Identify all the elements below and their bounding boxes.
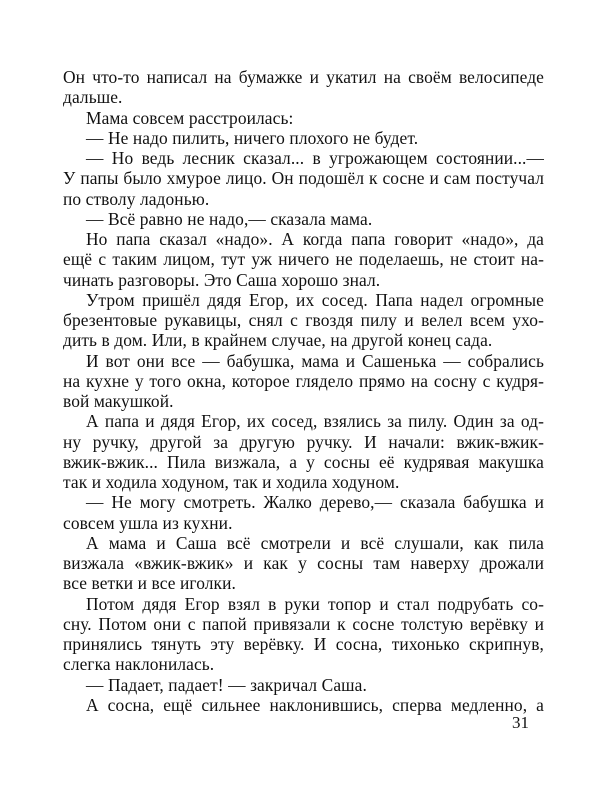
text-line: дальше. <box>63 87 123 108</box>
text-line: — Всё равно не надо,— сказала мама. <box>86 208 373 229</box>
text-line: Но папа сказал «надо». А когда папа говорит «надо», да <box>86 229 544 249</box>
text-line: сну. Потом они с папой привязали к сосне толстую верёвку и <box>63 613 544 634</box>
text-line: визжала «вжик-вжик» и как у сосны там наверху дрожали <box>63 553 544 573</box>
text-line: Он что-то написал на бумажке и укатил на своём велосипеде <box>63 67 544 87</box>
text-line: — Не надо пилить, ничего плохого не будет. <box>86 127 419 148</box>
page-number: 31 <box>512 713 529 732</box>
text-line: слегка наклонилась. <box>63 654 215 675</box>
text-line: принялись тянуть эту верёвку. И сосна, тихонько скрипнув, <box>63 634 544 654</box>
text-line: — Падает, падает! — закричал Саша. <box>86 674 367 695</box>
text-line: чинать разговоры. Это Саша хорошо знал. <box>63 269 381 290</box>
text-line: — Не могу смотреть. Жалко дерево,— сказала бабушка и <box>86 492 544 513</box>
text-line: вжик-вжик... Пила визжала, а у сосны её кудрявая макушка <box>63 451 544 472</box>
text-line: Потом дядя Егор взял в руки топор и стал подрубать со- <box>86 593 544 614</box>
text-line: на кухне у того окна, которое глядело прямо на сосну с кудря- <box>63 370 544 391</box>
text-line: У папы было хмурое лицо. Он подошёл к сосне и сам постучал <box>63 168 544 189</box>
text-line: брезентовые рукавицы, снял с гвоздя пилу и велел всем ухо- <box>63 310 544 330</box>
text-line: Утром пришёл дядя Егор, их сосед. Папа надел огромные <box>86 289 544 310</box>
text-line: так и ходила ходуном, так и ходила ходуном. <box>63 472 400 492</box>
page-text <box>63 67 544 715</box>
text-line: А мама и Саша всё смотрели и всё слушали, как пила <box>86 532 544 553</box>
text-line: ещё с таким лицом, тут уж ничего не поделаешь, не стоит на- <box>63 249 544 270</box>
text-line: вой макушкой. <box>63 391 174 411</box>
text-line: А папа и дядя Егор, их сосед, взялись за пилу. Один за од- <box>86 411 544 432</box>
text-line: И вот они все — бабушка, мама и Сашенька — собрались <box>86 350 544 371</box>
text-line: все ветки и все иголки. <box>63 573 236 594</box>
text-line: по стволу ладонью. <box>63 188 210 209</box>
text-line: совсем ушла из кухни. <box>63 512 233 533</box>
text-line: — Но ведь лесник сказал... в угрожающем состоянии...— <box>86 148 544 168</box>
text-line: дить в дом. Или, в крайнем случае, на другой конец сада. <box>63 330 493 351</box>
text-line: Мама совсем расстроилась: <box>86 107 294 128</box>
text-line: ну ручку, другой за другую ручку. И начали: вжик-вжик- <box>63 431 544 452</box>
text-line: А сосна, ещё сильнее наклонившись, сперва медленно, а <box>86 694 544 715</box>
